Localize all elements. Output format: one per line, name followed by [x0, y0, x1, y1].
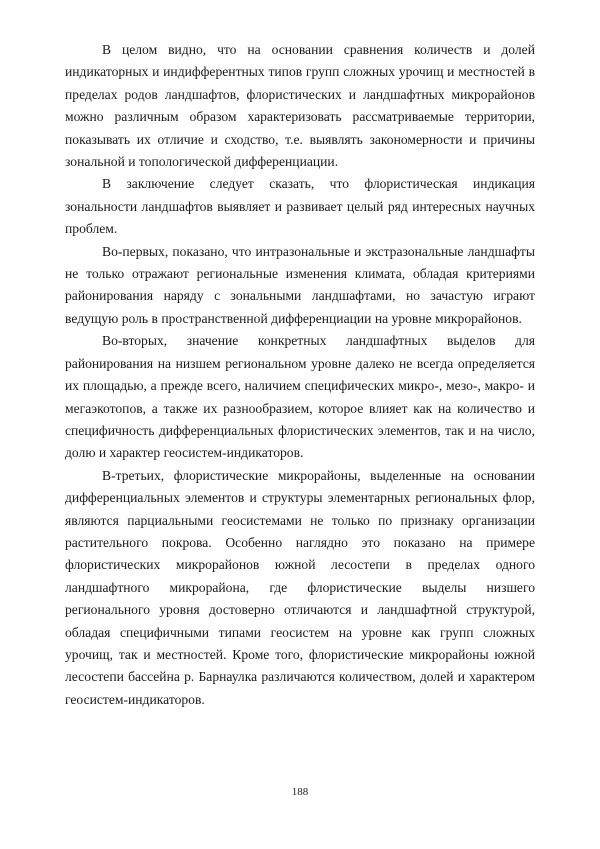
page-number: 188 [291, 786, 309, 798]
page-body [65, 39, 535, 711]
paragraph-1: В целом видно, что на основании сравнения количеств и долей индикаторных и индифферентных типов групп сложных урочищ и местностей в пределах родов ландшафтов, флористических и ландшафтных микрорайонов можно различным образом характеризовать рассматриваемые территории, показывать их отличие и сходство, т.е. выявлять закономерности и причины зональной и топологической дифференциации. [65, 42, 535, 170]
paragraph-3: Во-первых, показано, что интразональные и экстразональные ландшафты не только отражают региональные изменения климата, обладая критериями районирования наряду с зональными ландшафтами, но зачастую играют ведущую роль в пространственной дифференциации на уровне микрорайонов. [65, 243, 535, 326]
paragraph-4: Во-вторых, значение конкретных ландшафтных выделов для районирования на низшем региональном уровне далеко не всегда определяется их площадью, а прежде всего, наличием специфических микро-, мезо-, макро- и мегаэкотопов, а также их разнообразием, которое влияет как на количество и специфичность дифференциальных флористических элементов, так и на число, долю и характер геосистем-индикаторов. [65, 333, 535, 461]
paragraph-2: В заключение следует сказать, что флористическая индикация зональности ландшафтов выявляет и развивает целый ряд интересных научных проблем. [65, 176, 535, 237]
paragraph-5: В-третьих, флористические микрорайоны, выделенные на основании дифференциальных элементов и структуры элементарных региональных флор, являются парциальными геосистемами не только по признаку организации растительного покрова. Особенно наглядно это показано на примере флористических микрорайонов южной лесостепи в пределах одного ландшафтного микрорайона, где флористические выделы низшего регионального уровня достоверно отличаются и ландшафтной структурой, обладая специфичными типами геосистем на уровне как групп сложных урочищ, так и местностей. Кроме того, флористические микрорайоны южной лесостепи бассейна р. Барнаулка различаются количеством, долей и характером геосистем-индикаторов. [65, 467, 535, 707]
